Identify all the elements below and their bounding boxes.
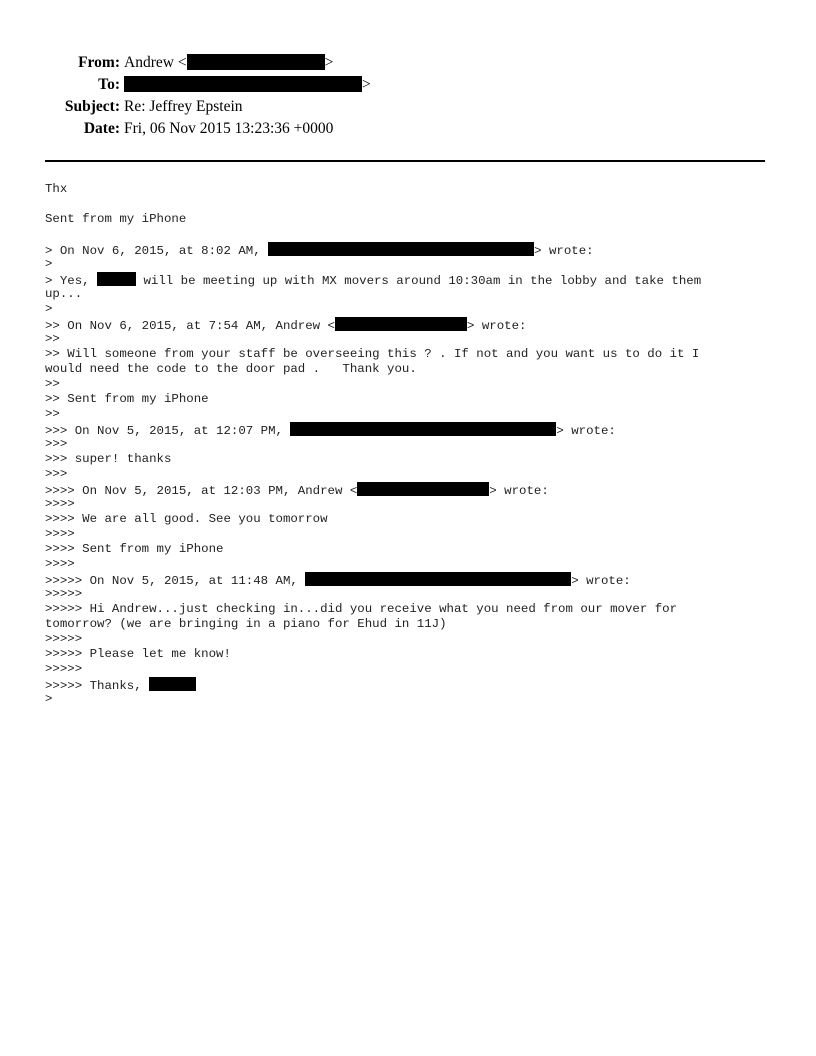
redaction-box — [97, 272, 136, 286]
email-header — [0, 52, 816, 140]
body-line: >>>>> Thanks, — [45, 677, 775, 692]
body-line: >>> On Nov 5, 2015, at 12:07 PM, > wrote: — [45, 424, 616, 438]
from-label: From: — [78, 54, 120, 71]
from-row — [0, 52, 816, 74]
subject-row — [0, 96, 816, 118]
to-row — [0, 74, 816, 96]
email-body — [45, 182, 775, 707]
body-line: >>>>> — [45, 587, 83, 601]
body-line: > — [45, 257, 53, 271]
redaction-box — [335, 317, 467, 331]
body-line: >>> — [45, 437, 68, 451]
body-line: Thx — [45, 182, 68, 196]
redaction-box — [187, 54, 325, 70]
body-line: >>> — [45, 467, 68, 481]
body-line: Sent from my iPhone — [45, 212, 187, 226]
date-row — [0, 118, 816, 140]
from-value: Andrew < > — [124, 54, 334, 71]
body-line: >>>> We are all good. See you tomorrow — [45, 512, 328, 526]
body-line: >>>> On Nov 5, 2015, at 12:03 PM, Andrew < > wrote: — [45, 484, 549, 498]
body-line: >>>>> Please let me know! — [45, 647, 231, 661]
to-value: > — [124, 74, 371, 96]
body-line: >>>> — [45, 527, 75, 541]
body-line: >>>>> — [45, 632, 83, 646]
body-line: >>> super! thanks — [45, 452, 172, 466]
body-line: >> — [45, 407, 60, 421]
body-line: >> On Nov 6, 2015, at 7:54 AM, Andrew < > wrote: — [45, 319, 527, 333]
body-line: up... — [45, 287, 83, 301]
redaction-box — [357, 482, 489, 496]
body-line: >>>>> On Nov 5, 2015, at 11:48 AM, > wrote: — [45, 574, 631, 588]
body-line: >> Sent from my iPhone — [45, 392, 209, 406]
body-line: > On Nov 6, 2015, at 8:02 AM, > wrote: — [45, 244, 594, 258]
body-line: > — [45, 692, 53, 706]
redaction-box — [290, 422, 556, 436]
redaction-box — [124, 76, 362, 92]
body-line: >>>> — [45, 557, 75, 571]
redaction-box — [149, 677, 196, 691]
redaction-box — [268, 242, 534, 256]
redaction-box — [305, 572, 571, 586]
body-line: > — [45, 302, 53, 316]
body-line: tomorrow? (we are bringing in a piano for Ehud in 11J) — [45, 617, 447, 631]
body-line: >> — [45, 332, 60, 346]
body-line: >>>>> Hi Andrew...just checking in...did you receive what you need from our mover for — [45, 602, 678, 616]
subject-label: Subject: — [64, 98, 120, 115]
to-label: To: — [98, 76, 120, 93]
body-line: >>>>> — [45, 662, 83, 676]
body-line: > Yes, will be meeting up with MX movers around 10:30am in the lobby and take them — [45, 274, 702, 288]
from-name: Andrew — [124, 54, 174, 71]
body-line: >> Will someone from your staff be overseeing this ? . If not and you want us to do it I — [45, 347, 700, 361]
body-line: >>>> — [45, 497, 75, 511]
body-line: >>>> Sent from my iPhone — [45, 542, 224, 556]
body-line: >> — [45, 377, 60, 391]
date-label: Date: — [83, 120, 120, 137]
body-line: would need the code to the door pad . Thank you. — [45, 362, 417, 376]
header-divider — [45, 160, 765, 162]
subject-value: Re: Jeffrey Epstein — [124, 98, 243, 115]
date-value: Fri, 06 Nov 2015 13:23:36 +0000 — [124, 120, 334, 137]
